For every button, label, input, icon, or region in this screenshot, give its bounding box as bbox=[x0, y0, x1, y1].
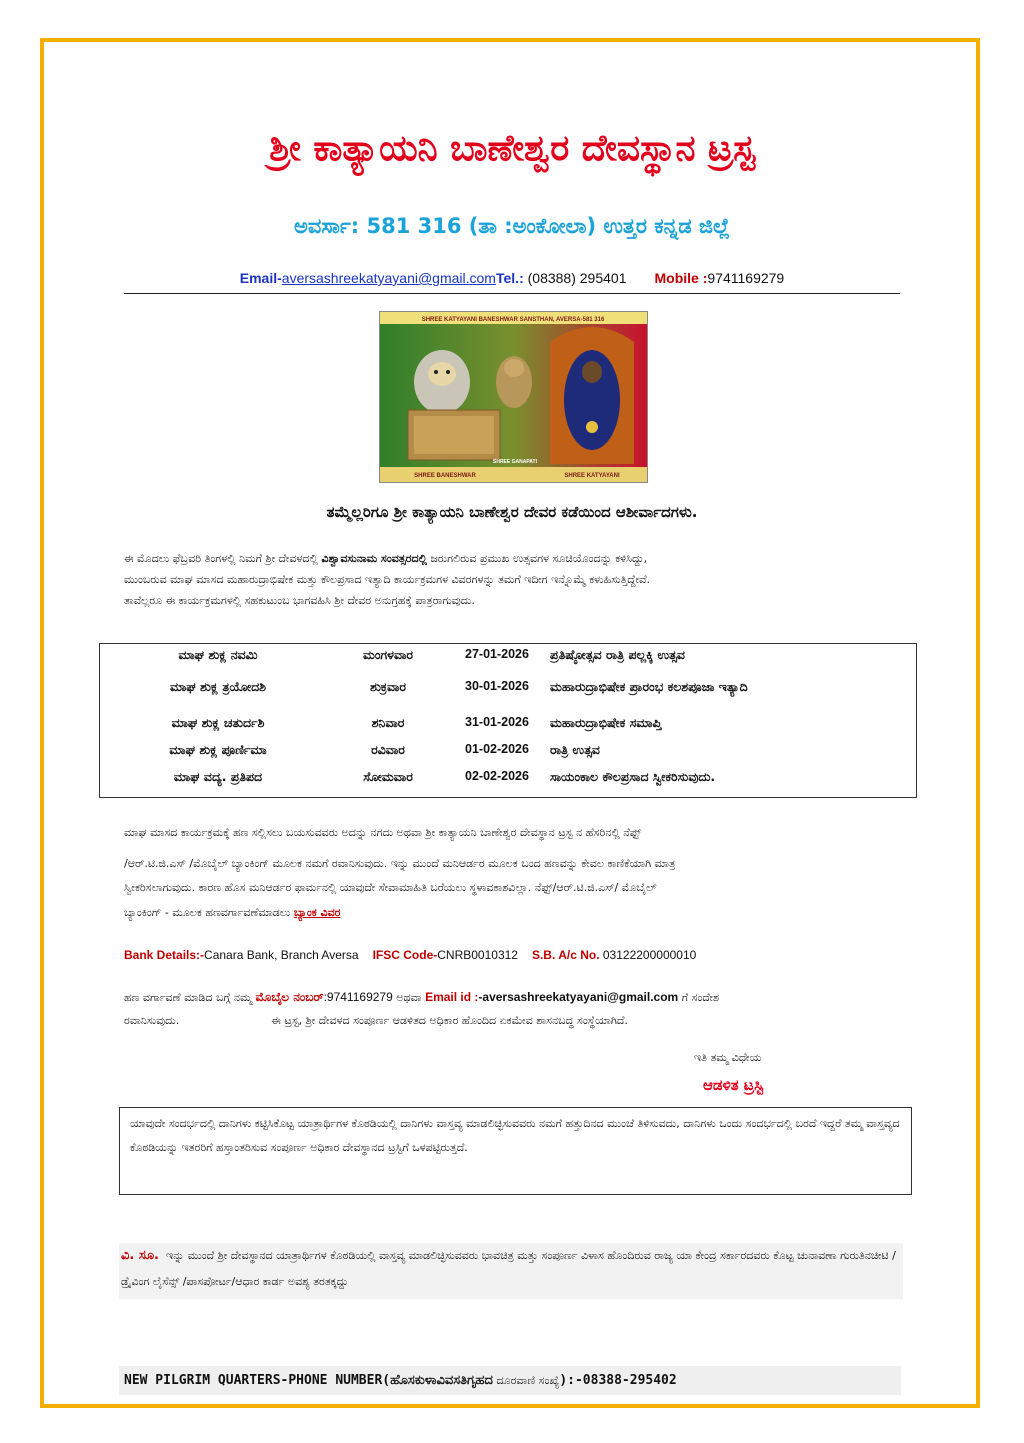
header-divider bbox=[124, 293, 900, 294]
donor-note-box: ಯಾವುದೇ ಸಂದರ್ಭದಲ್ಲಿ ದಾನಿಗಳು ಕಟ್ಟಿಸಿಕೊಟ್ಟ ಯಾತ್ರಾರ್ಥಿಗಳ ಕೊಠಡಿಯಲ್ಲಿ ದಾನಿಗಳು ವಾಸ್ತವ್ಯ ಮಾಡಲಿಚ್ಛಿಸುವವರು ನಮಗೆ ಹತ್ತುದಿನದ ಮುಂಚೆ ತಿಳಿಸುವದು, ದಾನಿಗಳು ಒಂದು ಸಂದರ್ಭದಲ್ಲಿ ಬರದೆ ಇದ್ದರೆ ತಮ್ಮ ವಾಸ್ತವ್ಯದ ಕೊಠಡಿಯನ್ನು ಇತರರಿಗೆ ಹಸ್ತಾಂತರಿಸುವ ಸಂಪೂರ್ಣ ಅಧಿಕಾರ ದೇವಸ್ಥಾನದ ಟ್ರಸ್ಟಿಗೆ ಒಳಪಟ್ಟಿರುತ್ತದೆ. bbox=[119, 1107, 912, 1195]
mobile-number-label: ಮೊಬೈಲ ನಂಬರ್ bbox=[255, 990, 324, 1004]
tithi: ಮಾಘ ಶುಕ್ಲ ತ್ರಯೋದಶಿ bbox=[169, 679, 267, 694]
closing-line: ಇತಿ ತಮ್ಮ ವಿಧೇಯ bbox=[694, 1051, 762, 1064]
weekday: ಮಂಗಳವಾರ bbox=[362, 647, 414, 662]
date: 30-01-2026 bbox=[465, 679, 529, 693]
footer-phone-number: ):-08388-295402 bbox=[559, 1373, 677, 1388]
date: 27-01-2026 bbox=[465, 647, 529, 661]
signatory: ಆಡಳಿತ ಟ್ರಸ್ಟಿ bbox=[703, 1076, 764, 1094]
event: ಪ್ರತಿಷ್ಠೋತ್ಸವ ರಾತ್ರಿ ಪಲ್ಲಕ್ಕಿ ಉತ್ಸವ bbox=[550, 647, 685, 662]
event: ಸಾಯಂಕಾಲ ಕೌಲಪ್ರಸಾದ ಸ್ವೀಕರಿಸುವುದು. bbox=[550, 769, 716, 784]
schedule-row bbox=[100, 769, 916, 791]
deity-photo bbox=[379, 311, 648, 483]
mobile-label: Mobile : bbox=[654, 270, 708, 286]
weekday: ರವಿವಾರ bbox=[371, 742, 405, 757]
event: ಮಹಾರುದ್ರಾಭಿಷೇಕ ಪ್ರಾರಂಭ ಕಲಶಪೂಜಾ ಇತ್ಯಾದಿ bbox=[550, 679, 748, 694]
samvatsara-name: ವಿಶ್ವಾವಸುನಾಮ ಸಂವತ್ಸರದಲ್ಲಿ bbox=[321, 552, 427, 565]
tithi: ಮಾಘ ಶುಕ್ಲ ಚತುರ್ದಶಿ bbox=[171, 715, 265, 730]
email-id-label: Email id : bbox=[425, 990, 479, 1004]
footer-kn-bold: ಹೊಸಕುಳಾವಿವಸತಿಗೃಹದ bbox=[390, 1373, 493, 1388]
notify-line-2: ರವಾನಿಸುವುದು. ಈ ಟ್ರಸ್ಟ, ಶ್ರೀ ದೇವಳದ ಸಂಪೂರ್ಣ ಆಡಳಿತದ ಅಧಿಕಾರ ಹೊಂದಿದ ಏಕಮೇವ ಶಾಸನಬದ್ಧ ಸಂಸ್ಥೆಯಾಗಿದೆ. bbox=[124, 1014, 628, 1027]
ifsc-label: IFSC Code- bbox=[372, 948, 438, 962]
email-label: Email- bbox=[239, 270, 282, 286]
event: ಮಹಾರುದ್ರಾಭಿಷೇಕ ಸಮಾಪ್ತಿ bbox=[550, 715, 662, 730]
tithi: ಮಾಘ ಶುಕ್ಲ ಪೂರ್ಣಿಮಾ bbox=[169, 742, 267, 757]
payment-line-4: ಬ್ಯಾಂಕಿಂಗ್ - ಮೂಲಕ ಹಣವರ್ಗಾವಣೆಮಾಡಲು ಬ್ಯಾಂಕ ವಿವರ bbox=[124, 906, 341, 919]
schedule-row bbox=[100, 647, 916, 669]
notify-email[interactable]: -aversashreekatyayani@gmail.com bbox=[478, 990, 679, 1004]
event: ರಾತ್ರಿ ಉತ್ಸವ bbox=[550, 742, 600, 757]
mobile-value: 9741169279 bbox=[707, 270, 785, 286]
notify-mobile: :9741169279 bbox=[323, 990, 393, 1004]
trust-statement: ಈ ಟ್ರಸ್ಟ, ಶ್ರೀ ದೇವಳದ ಸಂಪೂರ್ಣ ಆಡಳಿತದ ಅಧಿಕಾರ ಹೊಂದಿದ ಏಕಮೇವ ಶಾಸನಬದ್ಧ ಸಂಸ್ಥೆಯಾಗಿದೆ. bbox=[271, 1014, 628, 1027]
weekday: ಸೋಮವಾರ bbox=[363, 769, 413, 784]
caption-baneshwar: SHREE BANESHWAR bbox=[414, 473, 476, 479]
intro-paragraph bbox=[124, 548, 904, 611]
note-tag: ವಿ. ಸೂ. bbox=[121, 1248, 159, 1263]
footer-phone: NEW PILGRIM QUARTERS-PHONE NUMBER(ಹೊಸಕುಳಾವಿವಸತಿಗೃಹದ ದೂರವಾಣಿ ಸಂಖ್ಯೆ):-08388-295402 bbox=[119, 1366, 901, 1395]
intro-line-3: ತಾವೆಲ್ಲರೂ ಈ ಕಾರ್ಯಕ್ರಮಗಳಲ್ಲಿ ಸಹಕುಟುಂಬ ಭಾಗವಹಿಸಿ ಶ್ರೀ ದೇವರ ಅನುಗ್ರಹಕ್ಕೆ ಪಾತ್ರರಾಗುವುದು. bbox=[124, 594, 475, 607]
contact-line bbox=[0, 270, 1024, 286]
caption-ganapati: SHREE GANAPATI bbox=[493, 459, 537, 465]
payment-line-1: ಮಾಘ ಮಾಸದ ಕಾರ್ಯಕ್ರಮಕ್ಕೆ ಹಣ ಸಲ್ಲಿಸಲು ಬಯಸುವವರು ಅದನ್ನು ನಗದು ಅಥವಾ ಶ್ರೀ ಕಾತ್ಯಾಯನಿ ಬಾಣೇಶ್ವರ ದೇವಸ್ಥಾನ ಟ್ರಸ್ಟ ನ ಹೆಸರಿನಲ್ಲಿ ನೆಫ್ಟ್ bbox=[124, 826, 642, 839]
intro-line-2: ಮುಂಬರುವ ಮಾಘ ಮಾಸದ ಮಹಾರುದ್ರಾಭಿಷೇಕ ಮತ್ತು ಕೌಲಪ್ರಸಾದ ಇತ್ಯಾದಿ ಕಾರ್ಯಕ್ರಮಗಳ ವಿವರಗಳನ್ನು ತಮಗೆ ಇದೀಗ ಇನ್ನೊಮ್ಮೆ ಕಳುಹಿಸುತ್ತಿದ್ದೇವೆ. bbox=[124, 573, 651, 586]
weekday: ಶುಕ್ರವಾರ bbox=[369, 679, 407, 694]
payment-line-2: /ಆರ್.ಟಿ.ಜಿ.ಎಸ್ /ಮೊಬೈಲ್ ಬ್ಯಾಂಕಿಂಗ್ ಮೂಲಕ ನಮಗೆ ರವಾನಿಸುವುದು. ಇನ್ನು ಮುಂದೆ ಮನಿಆರ್ಡರ ಮೂಲಕ ಬಂದ ಹಣವನ್ನು ಕೇವಲ ಕಾಣಿಕೆಯಾಗಿ ಮಾತ್ರ bbox=[124, 857, 676, 870]
page-title: ಶ್ರೀ ಕಾತ್ಯಾಯನಿ ಬಾಣೇಶ್ವರ ದೇವಸ್ಥಾನ ಟ್ರಸ್ಟ bbox=[269, 128, 755, 169]
bank-name: Canara Bank, Branch Aversa bbox=[204, 948, 359, 962]
schedule-row bbox=[100, 679, 916, 701]
bank-details-link[interactable]: ಬ್ಯಾಂಕ ವಿವರ bbox=[293, 906, 341, 919]
notify-line-1: ಹಣ ವರ್ಗಾವಣೆ ಮಾಡಿದ ಬಗ್ಗೆ ನಮ್ಮ ಮೊಬೈಲ ನಂಬರ್:9741169279 ಅಥವಾ Email id :-aversashreekatyayani@gmail.com ಗೆ ಸಂದೇಶ bbox=[124, 990, 720, 1004]
tel-label: Tel.: bbox=[495, 270, 524, 286]
account-label: S.B. A/c No. bbox=[531, 948, 600, 962]
bank-label: Bank Details:- bbox=[124, 948, 205, 962]
schedule-row bbox=[100, 742, 916, 764]
footer-kn-light: ದೂರವಾಣಿ ಸಂಖ್ಯೆ bbox=[492, 1374, 560, 1387]
schedule-table bbox=[99, 643, 917, 798]
address: ಅವರ್ಸಾ: 581 316 (ತಾ :ಅಂಕೋಲಾ) ಉತ್ತರ ಕನ್ನಡ ಜಿಲ್ಲೆ bbox=[294, 214, 730, 238]
ifsc-code: CNRB0010312 bbox=[437, 948, 518, 962]
email-link[interactable]: aversashreekatyayani@gmail.com bbox=[281, 270, 496, 286]
note-text: ಇನ್ನು ಮುಂದೆ ಶ್ರೀ ದೇವಸ್ಥಾನದ ಯಾತ್ರಾರ್ಥಿಗಳ ಕೊಠಡಿಯಲ್ಲಿ ವಾಸ್ತವ್ಯ ಮಾಡಲಿಚ್ಛಿಸುವವರು ಭಾವಚಿತ್ರ ಮತ್ತು ಸಂಪೂರ್ಣ ವಿಳಾಸ ಹೊಂದಿರುವ ರಾಜ್ಯ ಯಾ ಕೇಂದ್ರ ಸರ್ಕಾರದವರು ಕೊಟ್ಟ ಚುನಾವಣಾ ಗುರುತಿನಚೀಟಿ /ಡ್ರೈವಿಂಗ ಲೈಸೆನ್ಸ್ /ಪಾಸಪೋರ್ಟ/ಆಧಾರ ಕಾರ್ಡ ಅವಶ್ಯ ತರತಕ್ಕದ್ದು bbox=[121, 1249, 896, 1288]
schedule-row bbox=[100, 715, 916, 737]
bank-details bbox=[124, 948, 904, 962]
greeting: ತಮ್ಮೆಲ್ಲರಿಗೂ ಶ್ರೀ ಕಾತ್ಯಾಯನಿ ಬಾಣೇಶ್ವರ ದೇವರ ಕಡೆಯಿಂದ ಆಶೀರ್ವಾದಗಳು. bbox=[326, 503, 698, 521]
date: 02-02-2026 bbox=[465, 769, 529, 783]
tithi: ಮಾಘ ಶುಕ್ಲ ನವಮಿ bbox=[178, 647, 258, 662]
payment-line-3: ಸ್ವೀಕರಿಸಲಾಗುವುದು. ಕಾರಣ ಹೊಸ ಮನಿಆರ್ಡರ ಫಾರ್ಮನಲ್ಲಿ ಯಾವುದೇ ಸೇವಾಮಾಹಿತಿ ಬರೆಯಲು ಸ್ಥಳಾವಕಾಶವಿಲ್ಲಾ. ನೆಫ್ಟ್/ಆರ್.ಟಿ.ಜಿ.ಎಸ್/ ಮೊಬೈಲ್ bbox=[124, 881, 657, 894]
date: 01-02-2026 bbox=[465, 742, 529, 756]
tithi: ಮಾಘ ವದ್ಯ. ಪ್ರತಿಪದ bbox=[173, 769, 263, 784]
caption-katyayani: SHREE KATYAYANI bbox=[564, 473, 620, 479]
account-number: 03122200000010 bbox=[599, 948, 697, 962]
intro-line-1: ಈ ಮೊದಲು ಫೆಬ್ರವರಿ ತಿಂಗಳಲ್ಲಿ ನಿಮಗೆ ಶ್ರೀ ದೇವಳದಲ್ಲಿ ವಿಶ್ವಾವಸುನಾಮ ಸಂವತ್ಸರದಲ್ಲಿ ಜರುಗಲಿರುವ ಪ್ರಮುಖ ಉತ್ಸವಗಳ ಸೂಚಿಯೊಂದನ್ನು ಕಳಿಸಿದ್ದು, bbox=[124, 552, 648, 565]
weekday: ಶನಿವಾರ bbox=[371, 715, 405, 730]
date: 31-01-2026 bbox=[465, 715, 529, 729]
photo-banner: SHREE KATYAYANI BANESHWAR SANSTHAN, AVERSA-581 316 bbox=[421, 317, 605, 323]
special-note bbox=[119, 1243, 903, 1299]
tel-value: (08388) 295401 bbox=[523, 270, 627, 286]
